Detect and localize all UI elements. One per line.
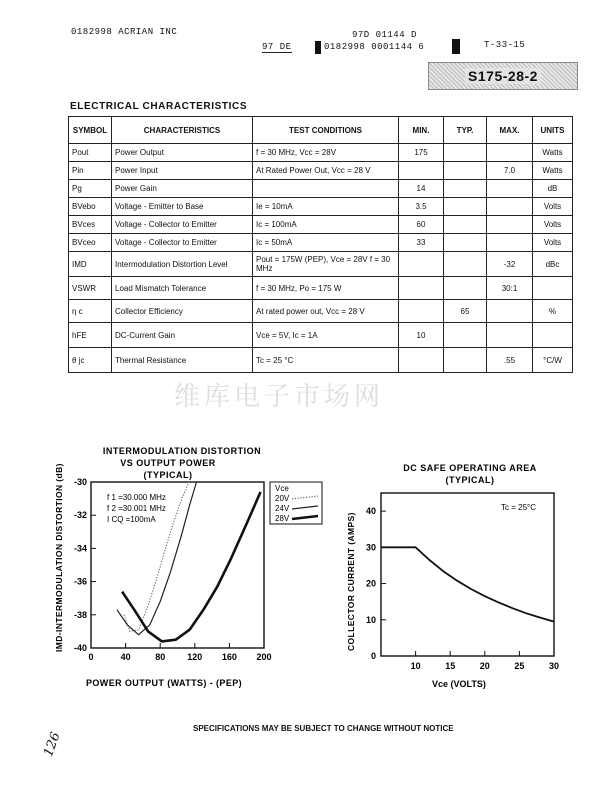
imd-x-tick-label: 160 — [221, 652, 237, 662]
imd-y-tick-label: -38 — [73, 609, 87, 620]
cell-symbol: η c — [69, 300, 112, 323]
cell-units: °C/W — [533, 348, 573, 373]
cell-symbol: hFE — [69, 323, 112, 348]
imd-y-tick-label: -30 — [73, 477, 87, 487]
table-row — [69, 144, 573, 162]
cell-symbol: VSWR — [69, 277, 112, 300]
cell-min: 10 — [399, 323, 444, 348]
imd-y-tick-label: -32 — [73, 510, 87, 521]
soa-ticks — [366, 506, 559, 671]
soa-x-tick-label: 25 — [514, 661, 525, 671]
cell-typ — [444, 348, 487, 373]
imd-x-tick-label: 200 — [256, 652, 272, 662]
soa-x-tick-label: 20 — [479, 661, 490, 671]
cell-units — [533, 277, 573, 300]
cell-condition: At Rated Power Out, Vcc = 28 V — [253, 162, 399, 180]
cell-characteristic: Voltage - Emitter to Base — [112, 198, 253, 216]
cell-symbol: θ jc — [69, 348, 112, 373]
col-header-typ: TYP. — [444, 117, 487, 144]
imd-annotation-icq: I CQ =100mA — [107, 515, 156, 524]
imd-ticks — [74, 477, 272, 662]
cell-characteristic: Power Gain — [112, 180, 253, 198]
table-row — [69, 252, 573, 277]
table-row — [69, 300, 573, 323]
cell-min: 14 — [399, 180, 444, 198]
cell-symbol: BVebo — [69, 198, 112, 216]
cell-max: 30:1 — [487, 277, 533, 300]
soa-chart-subtitle: (TYPICAL) — [445, 475, 495, 485]
cell-condition: At rated power out, Vcc = 28 V — [253, 300, 399, 323]
cell-typ — [444, 252, 487, 277]
imd-x-tick-label: 120 — [187, 652, 203, 662]
imd-x-tick-label: 80 — [155, 652, 166, 662]
imd-y-tick-label: -34 — [73, 543, 87, 554]
cell-min: 33 — [399, 234, 444, 252]
cell-condition: Ic = 50mA — [253, 234, 399, 252]
cell-typ — [444, 323, 487, 348]
imd-y-axis-label: IMD-INTERMODULATION DISTORTION (dB) — [54, 463, 64, 652]
cell-min — [399, 300, 444, 323]
imd-legend-label: 28V — [275, 514, 290, 523]
table-row — [69, 277, 573, 300]
table-row — [69, 162, 573, 180]
soa-y-tick-label: 30 — [365, 542, 376, 553]
imd-legend-swatch — [292, 516, 318, 519]
cell-typ — [444, 198, 487, 216]
cell-characteristic: Intermodulation Distortion Level — [112, 252, 253, 277]
cell-symbol: Pin — [69, 162, 112, 180]
cell-symbol: Pout — [69, 144, 112, 162]
cell-characteristic: Power Input — [112, 162, 253, 180]
imd-annotation-f1: f 1 =30.000 MHz — [107, 493, 166, 502]
cell-max — [487, 198, 533, 216]
cell-characteristic: Voltage - Collector to Emitter — [112, 216, 253, 234]
soa-series — [381, 547, 554, 621]
col-header-test-conditions: TEST CONDITIONS — [253, 117, 399, 144]
cell-typ — [444, 234, 487, 252]
imd-legend-swatch — [292, 506, 318, 509]
header-barcode-number: 0182998 0001144 6 — [324, 42, 425, 52]
cell-max: .55 — [487, 348, 533, 373]
cell-typ — [444, 162, 487, 180]
cell-condition: f = 30 MHz, Vcc = 28V — [253, 144, 399, 162]
imd-legend-swatch — [292, 496, 318, 499]
soa-plot-frame — [381, 493, 554, 656]
cell-units: Volts — [533, 234, 573, 252]
col-header-min: MIN. — [399, 117, 444, 144]
imd-chart — [40, 440, 340, 702]
imd-y-tick-label: -36 — [73, 576, 87, 587]
imd-y-tick-label: -40 — [73, 643, 87, 653]
cell-typ — [444, 216, 487, 234]
cell-typ — [444, 144, 487, 162]
table-row — [69, 180, 573, 198]
cell-typ: 65 — [444, 300, 487, 323]
cell-condition — [253, 180, 399, 198]
soa-y-tick-label: 20 — [365, 578, 376, 589]
soa-y-axis-label: COLLECTOR CURRENT (AMPS) — [346, 512, 356, 651]
cell-units: % — [533, 300, 573, 323]
imd-chart-title: INTERMODULATION DISTORTION — [102, 446, 262, 456]
cell-typ — [444, 277, 487, 300]
soa-series-line — [381, 547, 554, 621]
header-bar-mark — [315, 41, 321, 54]
cell-condition: Tc = 25 °C — [253, 348, 399, 373]
imd-legend-title: Vce — [275, 484, 289, 493]
table-header-row — [69, 117, 573, 144]
cell-units: dB — [533, 180, 573, 198]
cell-min: 60 — [399, 216, 444, 234]
cell-min — [399, 277, 444, 300]
cell-units: Watts — [533, 144, 573, 162]
cell-max: 7.0 — [487, 162, 533, 180]
table-row — [69, 348, 573, 373]
section-title: ELECTRICAL CHARACTERISTICS — [70, 101, 248, 112]
imd-x-tick-label: 0 — [88, 652, 94, 662]
cell-units: dBc — [533, 252, 573, 277]
cell-characteristic: DC-Current Gain — [112, 323, 253, 348]
cell-symbol: IMD — [69, 252, 112, 277]
table-row — [69, 216, 573, 234]
soa-chart — [340, 455, 590, 697]
soa-y-tick-label: 0 — [370, 651, 376, 661]
soa-y-tick-label: 40 — [365, 506, 376, 517]
cell-units: Volts — [533, 216, 573, 234]
cell-condition: Ie = 10mA — [253, 198, 399, 216]
cell-characteristic: Voltage - Collector to Emitter — [112, 234, 253, 252]
header-doc-code: 97D 01144 D — [352, 30, 417, 40]
cell-units — [533, 323, 573, 348]
imd-chart-subtitle: VS OUTPUT POWER — [120, 458, 216, 468]
soa-x-axis-label: Vce (VOLTS) — [432, 679, 486, 689]
cell-max — [487, 180, 533, 198]
imd-legend-label: 20V — [275, 494, 290, 503]
cell-units: Volts — [533, 198, 573, 216]
cell-max: -32 — [487, 252, 533, 277]
col-header-units: UNITS — [533, 117, 573, 144]
imd-legend-label: 24V — [275, 504, 290, 513]
imd-x-axis-label: POWER OUTPUT (WATTS) - (PEP) — [86, 678, 243, 688]
cell-symbol: BVceo — [69, 234, 112, 252]
imd-legend — [275, 484, 318, 523]
cell-characteristic: Collector Efficiency — [112, 300, 253, 323]
table-row — [69, 198, 573, 216]
col-header-max: MAX. — [487, 117, 533, 144]
cell-characteristic: Thermal Resistance — [112, 348, 253, 373]
cell-min — [399, 252, 444, 277]
imd-chart-subtitle2: (TYPICAL) — [143, 470, 193, 480]
cell-characteristic: Power Output — [112, 144, 253, 162]
cell-condition: f = 30 MHz, Po = 175 W — [253, 277, 399, 300]
page-mark: 126 — [41, 730, 64, 759]
soa-x-tick-label: 10 — [410, 661, 421, 671]
table-row — [69, 234, 573, 252]
col-header-symbol: SYMBOL — [69, 117, 112, 144]
cell-min — [399, 162, 444, 180]
cell-min: 175 — [399, 144, 444, 162]
cell-units: Watts — [533, 162, 573, 180]
cell-max — [487, 323, 533, 348]
cell-min: 3.5 — [399, 198, 444, 216]
cell-symbol: BVces — [69, 216, 112, 234]
footer-notice: SPECIFICATIONS MAY BE SUBJECT TO CHANGE WITHOUT NOTICE — [193, 724, 454, 733]
cell-typ — [444, 180, 487, 198]
header-date-code: T-33-15 — [484, 40, 526, 50]
cell-min — [399, 348, 444, 373]
part-number: S175-28-2 — [465, 68, 541, 84]
part-number-box — [428, 62, 578, 90]
cell-symbol: Pg — [69, 180, 112, 198]
soa-x-tick-label: 15 — [445, 661, 456, 671]
cell-condition: Pout = 175W (PEP), Vce = 28V f = 30 MHz — [253, 252, 399, 277]
soa-x-tick-label: 30 — [548, 661, 560, 671]
table-row — [69, 323, 573, 348]
cell-max — [487, 216, 533, 234]
cell-condition: Vce = 5V, Ic = 1A — [253, 323, 399, 348]
header-company-line: 0182998 ACRIAN INC — [71, 27, 178, 37]
cell-max — [487, 144, 533, 162]
electrical-characteristics-table — [68, 116, 573, 373]
soa-annotation-tc: Tc = 25°C — [501, 503, 536, 512]
cell-condition: Ic = 100mA — [253, 216, 399, 234]
col-header-characteristics: CHARACTERISTICS — [112, 117, 253, 144]
imd-x-tick-label: 40 — [120, 652, 131, 662]
soa-chart-title: DC SAFE OPERATING AREA — [403, 463, 537, 473]
header-revision: 97 DE — [262, 42, 292, 52]
soa-y-tick-label: 10 — [365, 614, 376, 625]
header-block-mark — [452, 39, 460, 54]
imd-annotation-f2: f 2 =30.001 MHz — [107, 504, 166, 513]
cell-characteristic: Load Mismatch Tolerance — [112, 277, 253, 300]
watermark: 维库电子市场网 — [174, 382, 385, 412]
cell-max — [487, 234, 533, 252]
cell-max — [487, 300, 533, 323]
soa-plot-border — [381, 493, 554, 656]
